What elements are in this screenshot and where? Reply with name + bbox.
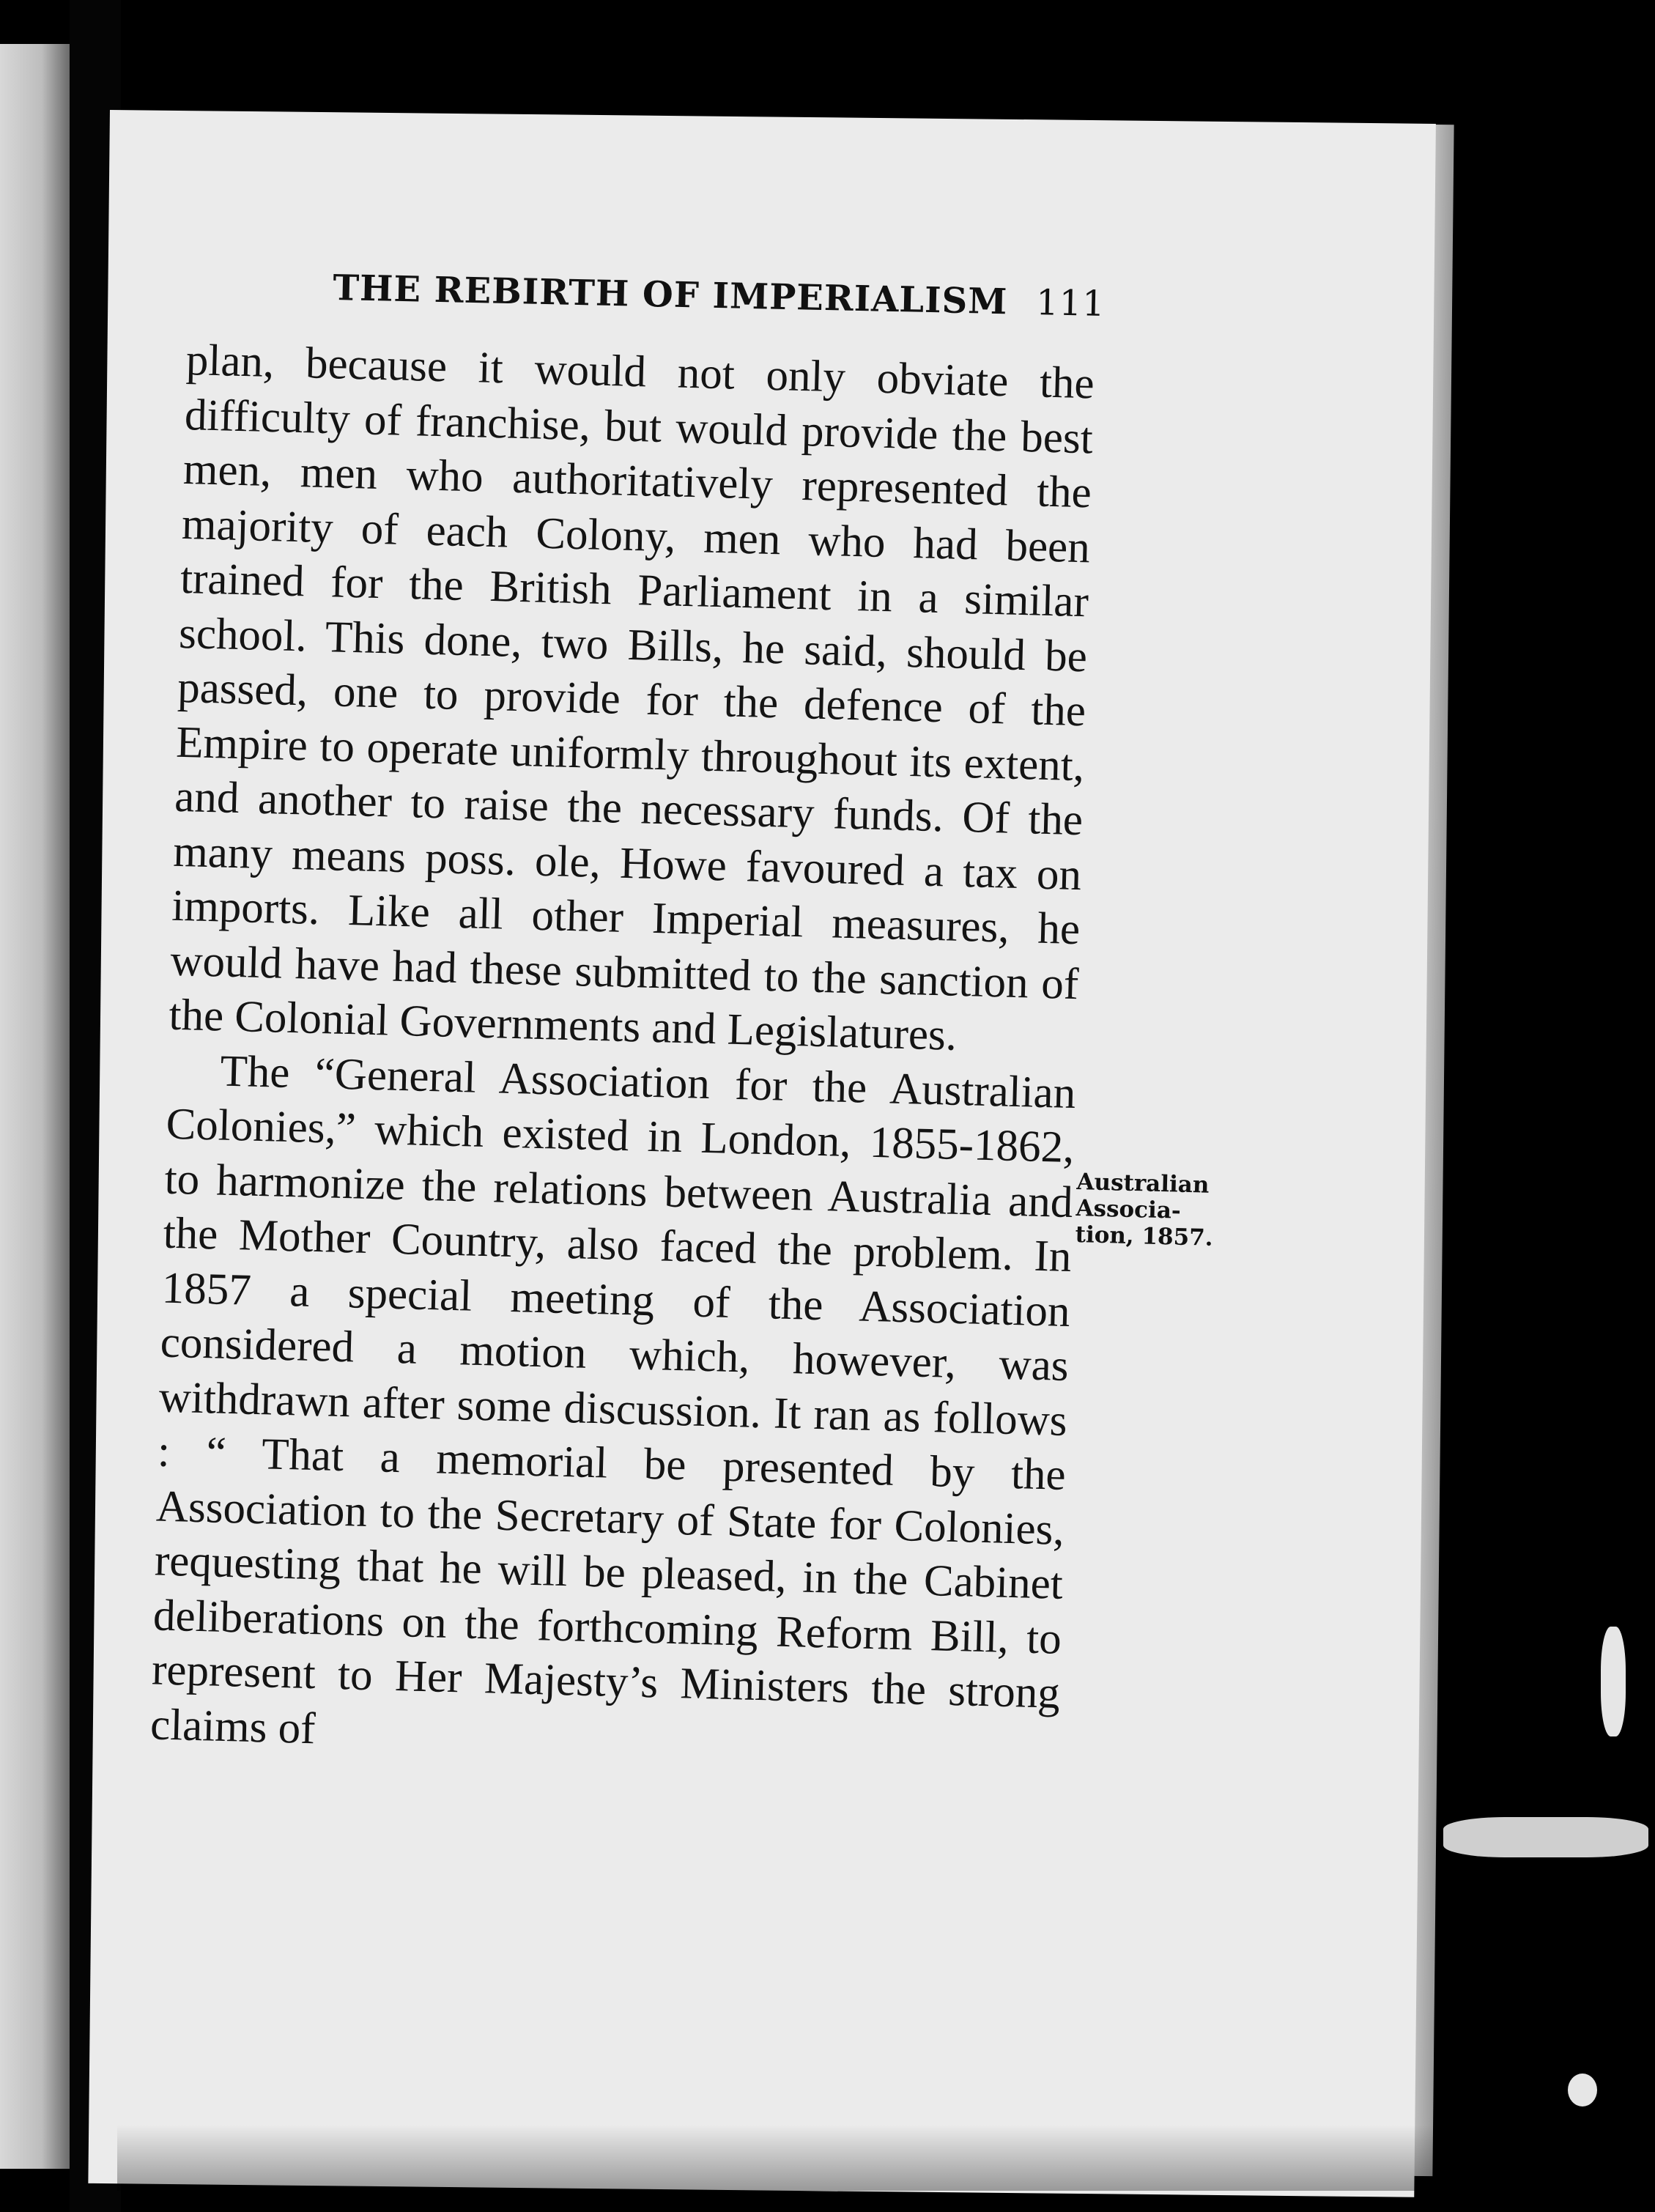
margin-note-line: Associa- [1075, 1194, 1182, 1224]
margin-note-line: tion, 1857. [1075, 1221, 1214, 1251]
scan-artifact [1443, 1817, 1648, 1857]
scan-artifact [1601, 1627, 1626, 1736]
paragraph: The “General Association for the Australian Colonies,” which existed in London, 1855-1862, to harmonize the relations between Australia and the Mother Country, also faced the problem. In 1857 a special meeting of the Association considered a motion which, however, was withdrawn after some discussion. It ran as follows : “ That a memorial be presented by the Association to the Secretary of State for Colonies, requesting that he will be pleased, in the Cabinet deliberations on the forthcoming Reform Bill, to represent to Her Majesty’s Ministers the strong claims of [149, 1046, 1077, 1753]
scan-artifact [1568, 2074, 1597, 2106]
body-text [149, 333, 1095, 1776]
facing-page-edge [0, 44, 70, 2169]
page-bottom-shadow [117, 2125, 1436, 2191]
margin-note-line: Australian [1076, 1169, 1210, 1199]
running-title: THE REBIRTH OF IMPERIALISM [332, 267, 1008, 323]
page-number: 111 [1035, 282, 1106, 325]
margin-note [1075, 1169, 1245, 1252]
paragraph: plan, because it would not only obviate the difficulty of franchise, but would provide the best men, men who authoritatively represented the majority of each Colony, men who had been trained for the British Parliament in a similar school. This done, two Bills, he said, should be passed, one to provide for the defence of the Empire to operate uniformly throughout its extent, and another to raise the necessary funds. Of the many means poss. ole, Howe favoured a tax on imports. Like all other Imperial measures, he would have had these submitted to the sanction of the Colonial Governments and Legislatures. [168, 335, 1095, 1060]
